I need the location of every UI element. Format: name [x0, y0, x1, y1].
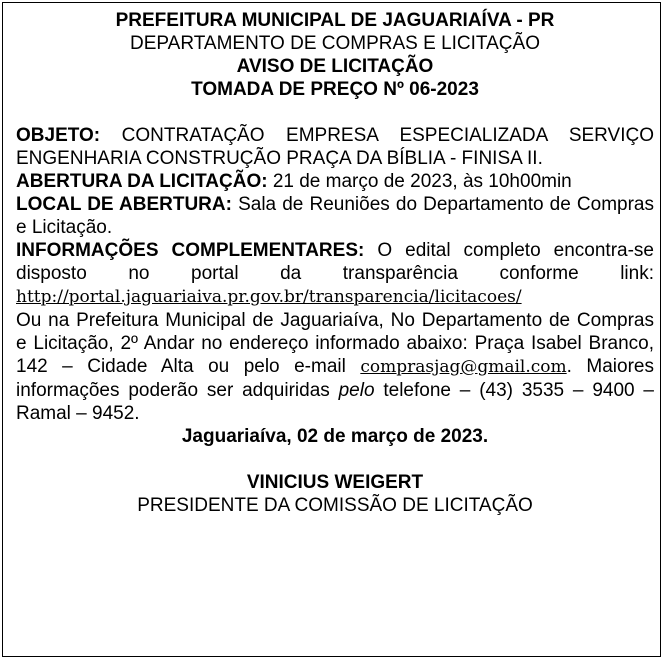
local-paragraph — [16, 193, 654, 239]
notice-content — [16, 9, 654, 517]
informacoes-label: INFORMAÇÕES COMPLEMENTARES: — [16, 240, 365, 261]
portal-link-line — [16, 285, 654, 309]
date-line: Jaguariaíva, 02 de março de 2023. — [181, 426, 489, 447]
notice-frame — [2, 2, 661, 657]
prefeitura-paragraph — [16, 309, 654, 425]
maiores-text: . Maiores informações poderão ser adquiridas — [16, 356, 654, 401]
telefone-text: telefone – (43) 3535 – 9400 – Ramal – 9452. — [16, 380, 654, 424]
local-text: Sala de Reuniões do Departamento de Compras e Licitação. — [16, 194, 654, 238]
objeto-text: CONTRATAÇÃO EMPRESA ESPECIALIZADA SERVIÇO ENGENHARIA CONSTRUÇÃO PRAÇA DA BÍBLIA - FINISA II. — [16, 125, 654, 169]
local-label: LOCAL DE ABERTURA: — [16, 194, 232, 215]
signature-name: VINICIUS WEIGERT — [246, 472, 424, 493]
header-line-1: PREFEITURA MUNICIPAL DE JAGUARIAÍVA - PR — [115, 10, 555, 31]
spacer — [16, 448, 654, 471]
abertura-text: 21 de março de 2023, às 10h00min — [267, 171, 572, 192]
informacoes-text: O edital completo encontra-se disposto no portal da transparência conforme link: — [16, 240, 654, 284]
prefeitura-text: Ou na Prefeitura Municipal de Jaguariaíva, No Departamento de Compras e Licitação, 2º Andar no endereço informado abaixo: Praça Isabel Branco, 142 – Cidade Alta ou pelo e-mail — [16, 310, 654, 377]
portal-link[interactable]: http://portal.jaguariaiva.pr.gov.br/transparencia/licitacoes/ — [16, 287, 522, 307]
pelo-italic: pelo — [338, 380, 375, 401]
abertura-paragraph — [16, 170, 654, 193]
objeto-label: OBJETO: — [16, 125, 101, 146]
notice-number: TOMADA DE PREÇO Nº 06-2023 — [191, 79, 479, 100]
signature-title: PRESIDENTE DA COMISSÃO DE LICITAÇÃO — [137, 495, 533, 516]
email-link[interactable]: comprasjag@gmail.com — [360, 357, 567, 377]
header-line-2: DEPARTAMENTO DE COMPRAS E LICITAÇÃO — [130, 33, 540, 54]
informacoes-paragraph — [16, 239, 654, 285]
abertura-label: ABERTURA DA LICITAÇÃO: — [16, 171, 268, 192]
objeto-paragraph — [16, 124, 654, 170]
notice-title: AVISO DE LICITAÇÃO — [236, 56, 434, 77]
spacer — [16, 101, 654, 124]
